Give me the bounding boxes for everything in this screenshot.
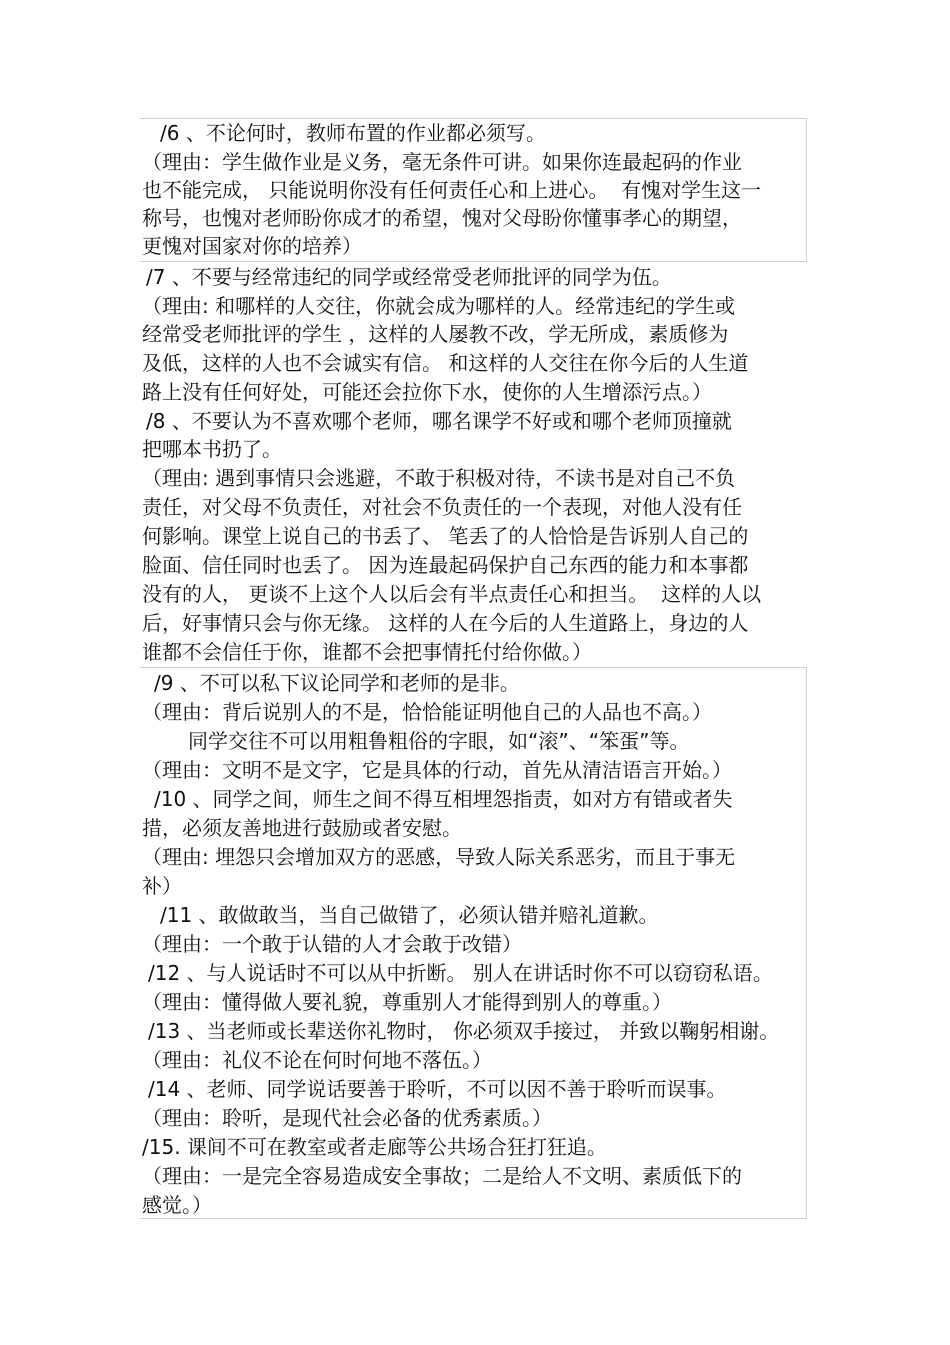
rule-10-heading: /10 、同学之间，师生之间不得互相埋怨指责，如对方有错或者失 bbox=[154, 787, 733, 811]
rule-8-reason-line: 责任，对父母不负责任，对社会不负责任的一个表现，对他人没有任 bbox=[142, 495, 742, 519]
rule-10-reason-line: 补） bbox=[142, 874, 182, 898]
rule-7-heading: /7 、不要与经常违纪的同学或经常受老师批评的同学为伍。 bbox=[146, 265, 672, 289]
rule-7-reason-line: 经常受老师批评的学生 ，这样的人屡教不改，学无所成，素质修为 bbox=[142, 322, 729, 346]
rule-11-heading: /11 、敢做敢当，当自己做错了，必须认错并赔礼道歉。 bbox=[160, 903, 659, 927]
rule-9-extra-reason-line: （理由：文明不是文字，它是具体的行动，首先从清洁语言开始。） bbox=[142, 758, 732, 782]
rule-8-reason-line: 后，好事情只会与你无缘。 这样的人在今后的人生道路上，身边的人 bbox=[142, 611, 749, 635]
rule-13-reason-line: （理由：礼仪不论在何时何地不落伍。） bbox=[142, 1048, 492, 1072]
rule-12-reason-line: （理由：懂得做人要礼貌，尊重别人才能得到别人的尊重。） bbox=[142, 990, 672, 1014]
rule-15-reason-line: （理由：一是完全容易造成安全事故；二是给人不文明、素质低下的 bbox=[142, 1164, 742, 1188]
rule-12-heading: /12 、与人说话时不可以从中折断。 别人在讲话时你不可以窃窃私语。 bbox=[148, 961, 773, 985]
rule-15-heading: /15. 课间不可在教室或者走廊等公共场合狂打狂追。 bbox=[142, 1135, 607, 1159]
rule-8-reason-line: 脸面、信任同时也丢了。 因为连最起码保护自己东西的能力和本事都 bbox=[142, 553, 749, 577]
rule-13-heading: /13 、当老师或长辈送你礼物时， 你必须双手接过， 并致以鞠躬相谢。 bbox=[148, 1019, 780, 1043]
rule-8-heading: 把哪本书扔了。 bbox=[142, 437, 282, 461]
rule-6-reason-line: 称号，也愧对老师盼你成才的希望，愧对父母盼你懂事孝心的期望， bbox=[142, 206, 742, 230]
rule-7-reason-line: 及低，这样的人也不会诚实有信。 和这样的人交往在你今后的人生道 bbox=[142, 351, 749, 375]
rule-10-heading: 措，必须友善地进行鼓励或者安慰。 bbox=[142, 816, 462, 840]
rule-7-reason-line: （理由: 和哪样的人交往，你就会成为哪样的人。经常违纪的学生或 bbox=[142, 294, 736, 318]
rule-6-reason-line: 也不能完成， 只能说明你没有任何责任心和上进心。 有愧对学生这一 bbox=[142, 178, 762, 202]
rule-15-reason-line: 感觉。） bbox=[142, 1193, 212, 1217]
rule-6-reason-line: （理由：学生做作业是义务，毫无条件可讲。如果你连最起码的作业 bbox=[142, 150, 742, 174]
rule-9-extra-line: 同学交往不可以用粗鲁粗俗的字眼，如“滚”、“笨蛋”等。 bbox=[188, 729, 690, 753]
rule-7-reason-line: 路上没有任何好处，可能还会拉你下水，使你的人生增添污点。） bbox=[142, 380, 712, 404]
rule-8-reason-line: 谁都不会信任于你，谁都不会把事情托付给你做。） bbox=[142, 640, 592, 664]
rule-6-heading: /6 、不论何时，教师布置的作业都必须写。 bbox=[160, 121, 546, 145]
rule-10-reason-line: （理由: 埋怨只会增加双方的恶感，导致人际关系恶劣，而且于事无 bbox=[142, 845, 736, 869]
rule-8-reason-line: 没有的人， 更谈不上这个人以后会有半点责任心和担当。 这样的人以 bbox=[142, 582, 762, 606]
rule-6-reason-line: 更愧对国家对你的培养） bbox=[142, 234, 362, 258]
rule-14-reason-line: （理由：聆听，是现代社会必备的优秀素质。） bbox=[142, 1106, 552, 1130]
rule-8-heading: /8 、不要认为不喜欢哪个老师，哪名课学不好或和哪个老师顶撞就 bbox=[146, 409, 732, 433]
rule-8-reason-line: 何影响。课堂上说自己的书丢了、 笔丢了的人恰恰是告诉别人自己的 bbox=[142, 524, 749, 548]
rule-8-reason-line: （理由: 遇到事情只会逃避，不敢于积极对待，不读书是对自己不负 bbox=[142, 466, 736, 490]
rule-14-heading: /14 、老师、同学说话要善于聆听，不可以因不善于聆听而误事。 bbox=[148, 1077, 727, 1101]
rule-9-heading: /9 、不可以私下议论同学和老师的是非。 bbox=[154, 671, 520, 695]
rule-11-reason-line: （理由：一个敢于认错的人才会敢于改错） bbox=[142, 932, 522, 956]
rule-9-reason-line: （理由：背后说别人的不是，恰恰能证明他自己的人品也不高。） bbox=[142, 700, 712, 724]
